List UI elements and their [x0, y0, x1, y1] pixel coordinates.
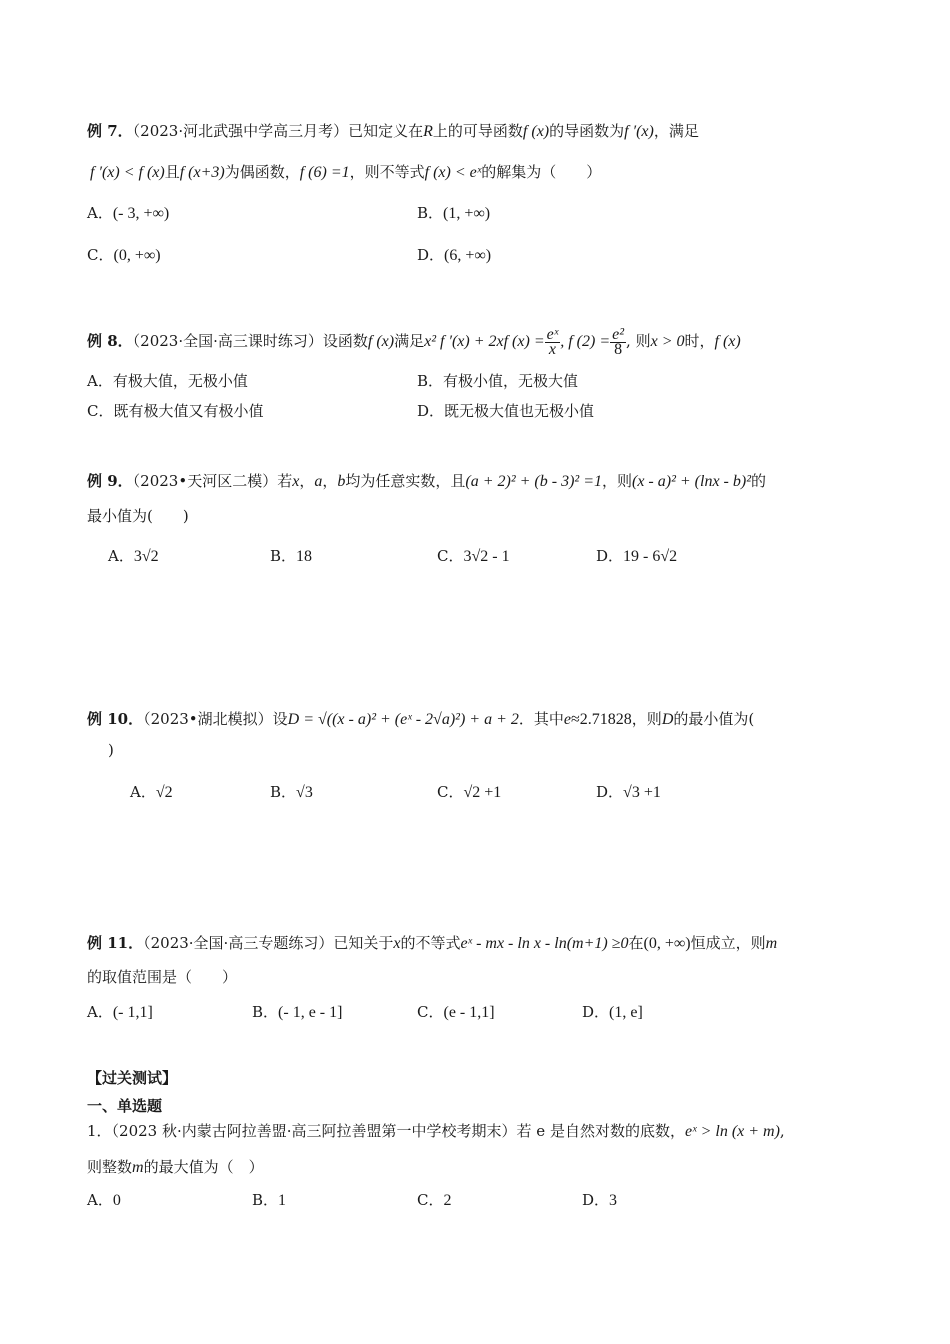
- math-var-a: a: [314, 473, 323, 490]
- math-expression: D = √((x - a)² + (eˣ - 2√a)²) + a + 2: [287, 711, 519, 728]
- option-letter: C．: [87, 402, 114, 420]
- text: 的最小值为(: [673, 710, 755, 728]
- option-text: 0: [112, 1192, 121, 1209]
- math-var-e: e: [563, 711, 572, 728]
- math-inequality: eˣ > ln (x + m): [684, 1123, 780, 1140]
- fraction-numerator: eˣ: [546, 325, 559, 343]
- option-c[interactable]: [87, 401, 264, 421]
- option-text: 既无极大值也无极小值: [444, 402, 595, 420]
- example-11-label: 例 11．: [87, 934, 144, 952]
- text: 均为任意实数，且: [345, 472, 466, 490]
- fraction-e2-over-8: [610, 325, 626, 358]
- text: ，则: [631, 710, 662, 728]
- option-letter: A．: [87, 1003, 113, 1021]
- math-condition-3: f (6) =1: [299, 164, 350, 181]
- option-c[interactable]: [417, 1190, 451, 1211]
- option-c[interactable]: [417, 1002, 495, 1023]
- option-text: 2: [443, 1192, 452, 1209]
- math-condition-2: f (x+3): [179, 164, 225, 181]
- math-var-D: D: [661, 711, 674, 728]
- math-var-m: m: [765, 935, 778, 952]
- option-letter: B．: [270, 783, 297, 801]
- example-10-line2: ): [108, 741, 114, 759]
- text: ，满足: [653, 122, 699, 140]
- math-fpx: f ′(x): [624, 123, 654, 140]
- math-interval: (0, +∞): [643, 935, 691, 952]
- option-letter: D．: [417, 246, 445, 264]
- option-letter: A．: [87, 372, 113, 390]
- text: 且: [164, 163, 180, 181]
- option-letter: A．: [87, 1191, 113, 1209]
- option-letter: A．: [108, 547, 134, 565]
- example-8-source: （2023·全国·高三课时练习）设函数: [132, 332, 368, 350]
- option-letter: C．: [417, 1003, 444, 1021]
- math-var-x: x: [393, 935, 401, 952]
- option-letter: D．: [582, 1003, 610, 1021]
- example-9-label: 例 9．: [87, 472, 133, 490]
- option-text: (- 1,1]: [112, 1004, 153, 1021]
- question-number: 1．: [87, 1122, 112, 1140]
- option-c[interactable]: [437, 546, 510, 567]
- option-a[interactable]: [87, 1002, 153, 1023]
- math-var-x: x: [292, 473, 300, 490]
- option-letter: D．: [417, 402, 445, 420]
- example-8-label: 例 8．: [87, 332, 133, 350]
- section-heading: 【过关测试】: [87, 1069, 178, 1087]
- text: 则整数: [87, 1158, 133, 1176]
- option-text: (- 1, e - 1]: [278, 1004, 343, 1021]
- option-a[interactable]: [108, 546, 159, 567]
- example-11-source: （2023·全国·高三专题练习）已知关于: [143, 934, 394, 952]
- example-9-source: （2023•天河区二模）若: [132, 472, 293, 490]
- math-equation: x² f ′(x) + 2xf (x) =: [424, 333, 545, 350]
- fraction-denominator: 8: [614, 340, 623, 358]
- option-letter: B．: [270, 547, 297, 565]
- option-letter: C．: [437, 783, 464, 801]
- option-letter: C．: [417, 1191, 444, 1209]
- option-a[interactable]: [87, 371, 248, 391]
- example-9-line2: 最小值为( ): [87, 507, 189, 525]
- option-text: 既有极大值又有极小值: [113, 402, 264, 420]
- option-text: 3: [609, 1192, 618, 1209]
- question-1-line1: [87, 1121, 785, 1142]
- example-7-label: 例 7．: [87, 122, 133, 140]
- option-letter: C．: [87, 246, 114, 264]
- option-d[interactable]: [596, 546, 677, 567]
- question-1-source: （2023 秋·内蒙古阿拉善盟·高三阿拉善盟第一中学校考期末）若 e 是自然对数的底数，: [111, 1122, 685, 1140]
- math-fx: f (x): [367, 333, 395, 350]
- option-text: 3√2: [133, 548, 159, 565]
- text: 的: [751, 472, 767, 490]
- option-a[interactable]: [130, 782, 173, 803]
- option-letter: B．: [252, 1191, 279, 1209]
- option-text: √2: [155, 784, 173, 801]
- option-b[interactable]: [417, 371, 578, 391]
- option-letter: B．: [417, 372, 444, 390]
- text: 在: [628, 934, 644, 952]
- option-letter: A．: [87, 204, 113, 222]
- example-11-line1: [87, 933, 777, 954]
- option-d[interactable]: [417, 245, 491, 266]
- text: ，: [322, 472, 338, 490]
- math-var-b: b: [337, 473, 346, 490]
- example-7-source: （2023·河北武强中学高三月考）已知定义在: [132, 122, 424, 140]
- option-text: (1, +∞): [443, 205, 491, 222]
- option-text: √2 +1: [463, 784, 502, 801]
- option-text: 19 - 6√2: [623, 548, 678, 565]
- option-text: (0, +∞): [113, 247, 161, 264]
- text: 为偶函数，: [224, 163, 300, 181]
- text: ,: [779, 1122, 785, 1140]
- option-d[interactable]: [582, 1002, 643, 1023]
- text: ，则不等式: [349, 163, 425, 181]
- option-a[interactable]: [87, 1190, 121, 1211]
- example-8-line1: [87, 326, 741, 357]
- option-text: 18: [296, 548, 313, 565]
- option-b[interactable]: [252, 1190, 286, 1211]
- math-fx: f (x): [714, 333, 741, 350]
- math-condition: x > 0: [650, 333, 685, 350]
- option-text: 有极大值，无极小值: [112, 372, 248, 390]
- math-expression: (x - a)² + (lnx - b)²: [632, 473, 752, 490]
- option-text: 有极小值，无极大值: [443, 372, 579, 390]
- math-fx: f (x): [522, 123, 550, 140]
- option-b[interactable]: [417, 203, 490, 224]
- subsection-heading: 一、单选题: [87, 1097, 163, 1115]
- math-inequality: f (x) < eˣ: [424, 164, 482, 181]
- math-condition: (a + 2)² + (b - 3)² =1: [465, 473, 602, 490]
- option-text: (e - 1,1]: [443, 1004, 495, 1021]
- text: ．其中: [518, 710, 564, 728]
- text: 的最大值为（ ）: [143, 1158, 264, 1176]
- fraction-denominator: x: [548, 340, 556, 358]
- option-text: √3: [296, 784, 313, 801]
- option-letter: D．: [596, 547, 624, 565]
- math-equation: , f (2) =: [560, 333, 611, 350]
- text: , 则: [626, 332, 651, 350]
- option-d[interactable]: [417, 401, 594, 421]
- option-text: √3 +1: [623, 784, 661, 801]
- option-letter: C．: [437, 547, 464, 565]
- math-R: R: [423, 123, 433, 140]
- option-letter: D．: [596, 783, 624, 801]
- math-var-m: m: [132, 1159, 144, 1176]
- option-text: (- 3, +∞): [112, 205, 170, 222]
- option-text: (6, +∞): [444, 247, 492, 264]
- math-approx: ≈2.71828: [571, 711, 632, 728]
- example-10-source: （2023•湖北模拟）设: [143, 710, 288, 728]
- text: 的解集为（ ）: [481, 163, 602, 181]
- option-letter: B．: [417, 204, 444, 222]
- text: 上的可导函数: [432, 122, 523, 140]
- math-inequality: eˣ - mx - ln x - ln(m+1) ≥0: [460, 935, 629, 952]
- math-condition-1: f ′(x) < f (x): [90, 164, 165, 181]
- option-text: (1, e]: [609, 1004, 643, 1021]
- option-b[interactable]: [270, 546, 312, 567]
- text: 满足: [394, 332, 425, 350]
- text: 恒成立，则: [690, 934, 766, 952]
- option-c[interactable]: [437, 782, 501, 803]
- example-10-label: 例 10．: [87, 710, 144, 728]
- option-letter: A．: [130, 783, 156, 801]
- example-7-line1: [87, 121, 699, 142]
- example-9-line1: [87, 471, 766, 492]
- option-b[interactable]: [252, 1002, 342, 1023]
- text: 的导函数为: [549, 122, 625, 140]
- option-letter: D．: [582, 1191, 610, 1209]
- example-10-line1: [87, 709, 754, 730]
- text: ，: [299, 472, 315, 490]
- question-1-line2: [87, 1157, 264, 1178]
- option-d[interactable]: [596, 782, 661, 803]
- text: ，则: [601, 472, 632, 490]
- option-letter: B．: [252, 1003, 279, 1021]
- option-text: 3√2 - 1: [463, 548, 510, 565]
- option-b[interactable]: [270, 782, 313, 803]
- text: 的不等式: [400, 934, 461, 952]
- fraction-numerator: e²: [612, 325, 625, 343]
- option-c[interactable]: [87, 245, 161, 266]
- option-d[interactable]: [582, 1190, 617, 1211]
- option-text: 1: [278, 1192, 287, 1209]
- text: 时，: [684, 332, 715, 350]
- option-a[interactable]: [87, 203, 169, 224]
- example-7-line2: [90, 162, 601, 183]
- fraction-ex-over-x: [545, 325, 561, 358]
- example-11-line2: 的取值范围是（ ）: [87, 968, 238, 986]
